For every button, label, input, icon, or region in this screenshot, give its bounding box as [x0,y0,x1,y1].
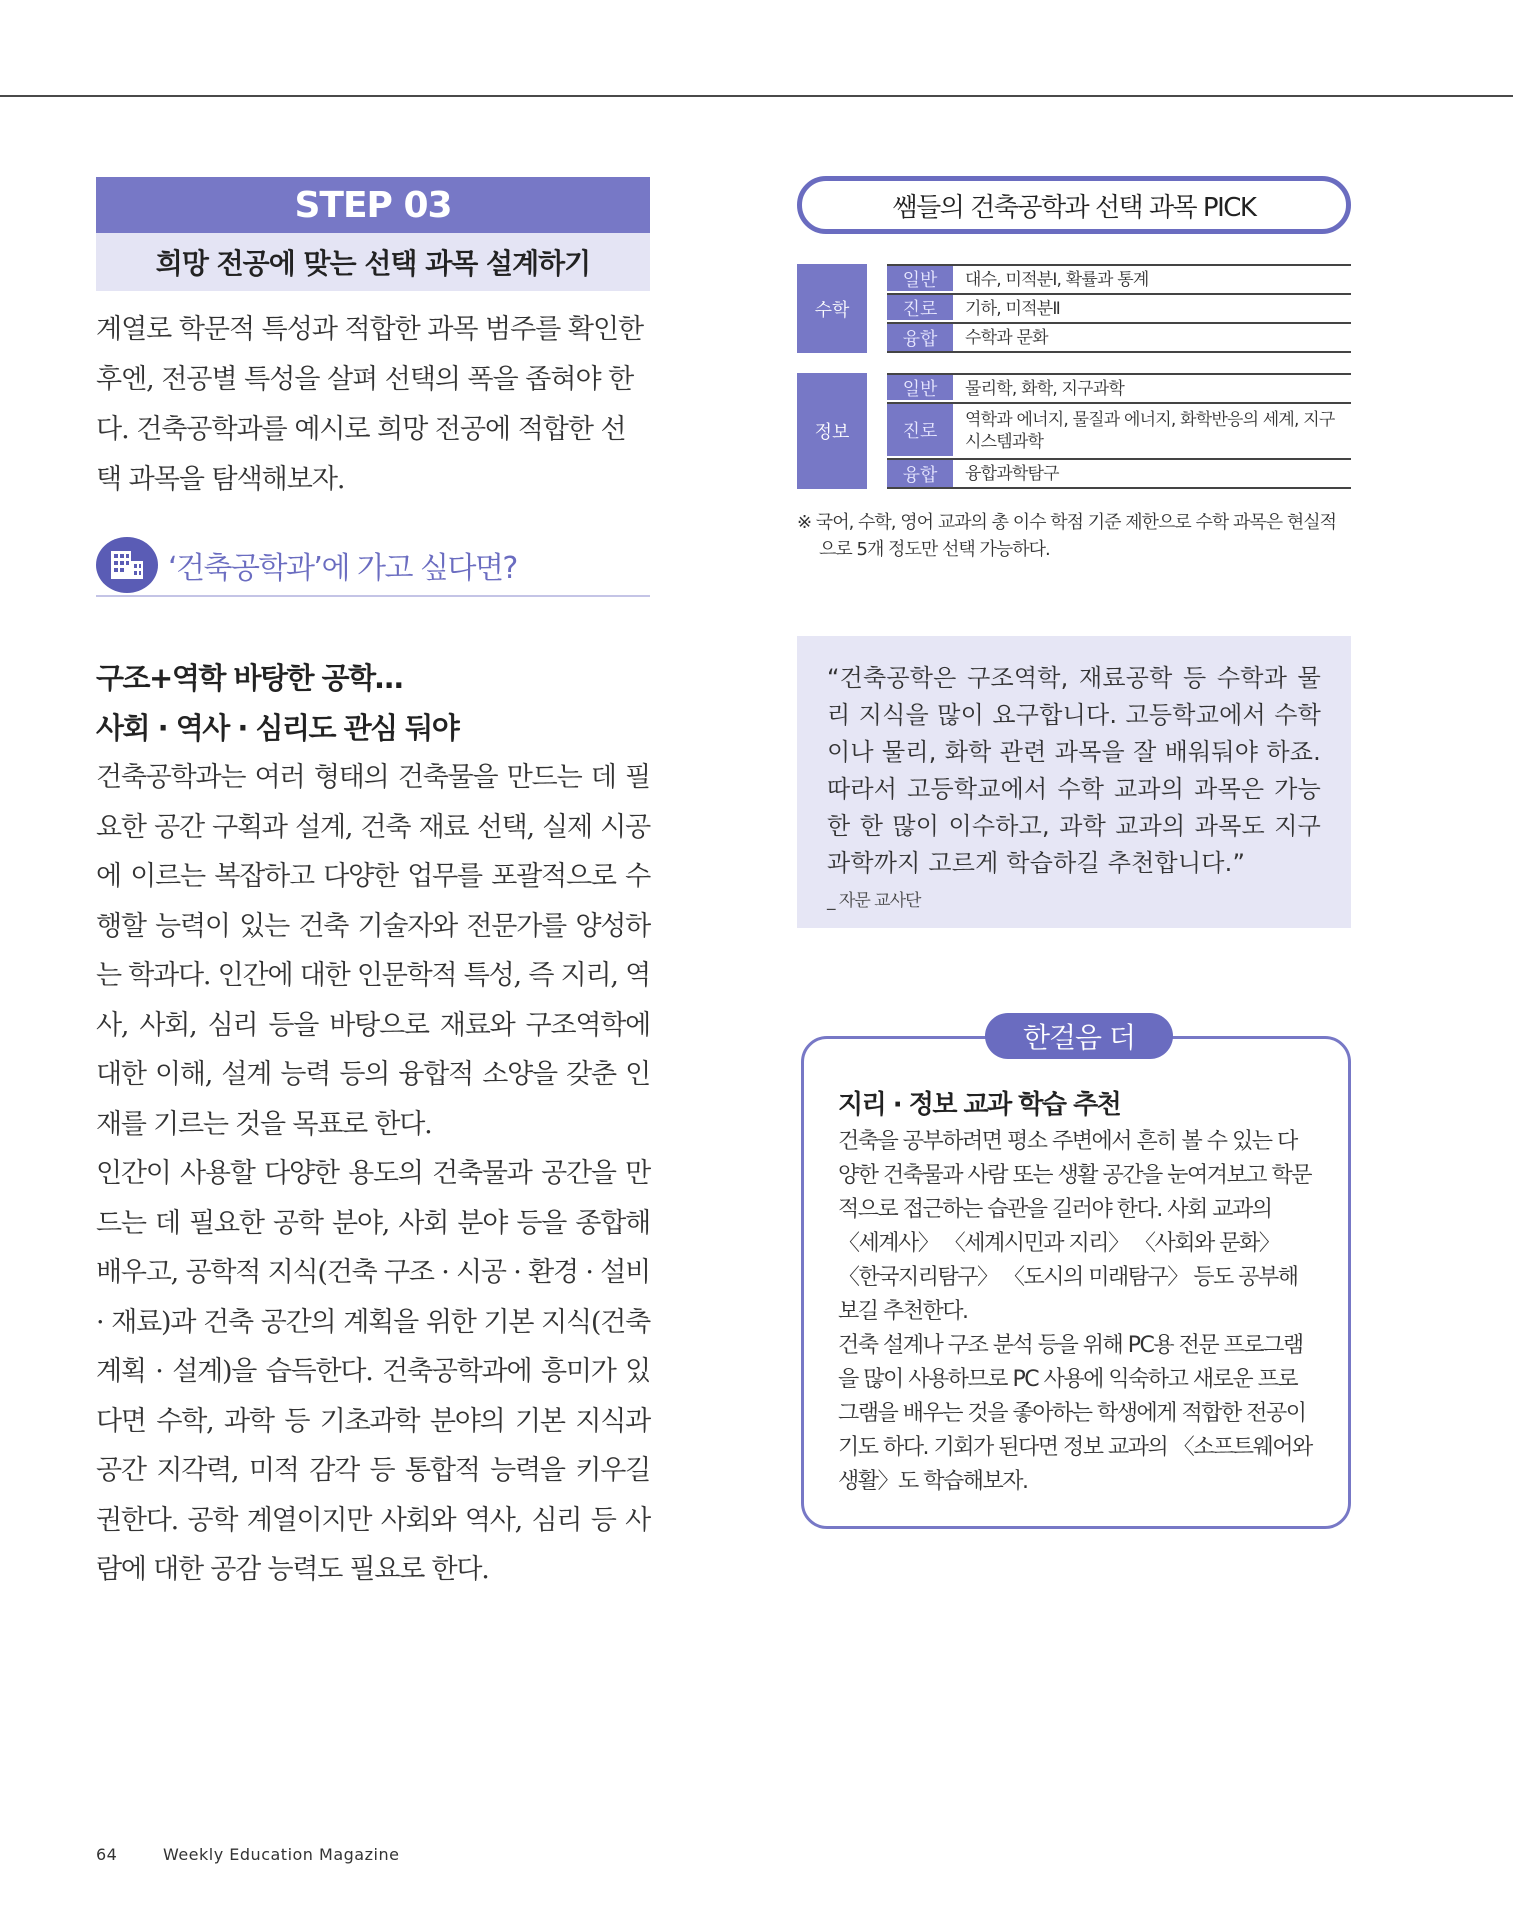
subject-name: 수학 [797,264,867,353]
section-title-line2: 사회 · 역사 · 심리도 관심 둬야 [96,711,459,745]
major-title: ‘건축공학과’에 가고 싶다면? [168,551,517,586]
top-rule [0,95,1513,97]
section-title-line1: 구조+역학 바탕한 공학… [96,661,403,695]
more-box [801,1021,1351,1529]
course-list: 수학과 문화 [965,327,1048,348]
course-kind: 융합 [887,460,953,487]
more-text [838,1125,1314,1499]
body-paragraph-1: 건축공학과는 여러 형태의 건축물을 만드는 데 필요한 공간 구획과 설계, 건축 재료 선택, 실제 시공에 이르는 복잡하고 다양한 업무를 포괄적으로 수행할 능력이 있는 건축 기술자와 전문가를 양성하는 학과다. 인간에 대한 인문학적 특성, 즉 지리, 역사, 사회, 심리 등을 바탕으로 재료와 구조역학에 대한 이해, 설계 능력 등의 융합적 소양을 갖춘 인재를 기르는 것을 목표로 한다. [96,762,650,1140]
page-number: 64 [96,1845,118,1864]
subject-row [887,404,1351,460]
magazine-name: Weekly Education Magazine [162,1845,400,1864]
more-paragraph-2: 건축 설계나 구조 분석 등을 위해 PC용 전문 프로그램을 많이 사용하므로 PC 사용에 익숙하고 새로운 프로그램을 배우는 것을 좋아하는 학생에게 적합한 전공이기도 하다. 기회가 된다면 정보 교과의 〈소프트웨어와 생활〉도 학습해보자. [838,1333,1312,1494]
quote-box [797,636,1351,928]
course-kind: 진로 [887,404,953,458]
pick-note: ※ 국어, 수학, 영어 교과의 총 이수 학점 기준 제한으로 수학 과목은 현실적으로 5개 정도만 선택 가능하다. [797,512,1337,560]
course-list: 물리학, 화학, 지구과학 [965,378,1125,399]
quote-source: _ 자문 교사단 [827,891,921,911]
body-text [96,753,650,1595]
course-kind: 융합 [887,324,953,351]
course-kind: 일반 [887,266,953,293]
subject-row [887,266,1351,295]
intro-paragraph: 계열로 학문적 특성과 적합한 과목 범주를 확인한 후엔, 전공별 특성을 살펴 선택의 폭을 좁혀야 한다. 건축공학과를 예시로 희망 전공에 적합한 선택 과목을 탐색해보자. [96,314,644,495]
left-column [96,177,650,1595]
subject-block-info [797,373,1351,489]
more-title: 지리 · 정보 교과 학습 추천 [838,1090,1121,1120]
quote-text: “건축공학은 구조역학, 재료공학 등 수학과 물리 지식을 많이 요구합니다. 고등학교에서 수학이나 물리, 화학 관련 과목을 잘 배워둬야 하죠. 따라서 고등학교에서 수학 교과의 과목은 가능한 한 많이 이수하고, 과학 교과의 과목도 지구과학까지 고르게 학습하길 추천합니다.” [827,664,1321,877]
more-tag: 한걸음 더 [985,1013,1173,1059]
subject-row [887,460,1351,489]
step-subtitle: 희망 전공에 맞는 선택 과목 설계하기 [96,233,650,291]
more-paragraph-1: 건축을 공부하려면 평소 주변에서 흔히 볼 수 있는 다양한 건축물과 사람 또는 생활 공간을 눈여겨보고 학문적으로 접근하는 습관을 길러야 한다. 사회 교과의 〈세계사〉 〈세계시민과 지리〉 〈사회와 문화〉 〈한국지리탐구〉 〈도시의 미래탐구〉 등도 공부해보길 추천한다. [838,1129,1311,1324]
body-paragraph-2: 인간이 사용할 다양한 용도의 건축물과 공간을 만드는 데 필요한 공학 분야, 사회 분야 등을 종합해 배우고, 공학적 지식(건축 구조 · 시공 · 환경 · 설비 · 재료)과 건축 공간의 계획을 위한 기본 지식(건축 계획 · 설계)을 습득한다. 건축공학과에 흥미가 있다면 수학, 과학 등 기초과학 분야의 기본 지식과 공간 지각력, 미적 감각 등 통합적 능력을 키우길 권한다. 공학 계열이지만 사회와 역사, 심리 등 사람에 대한 공감 능력도 필요로 한다. [96,1158,650,1585]
course-kind: 일반 [887,375,953,402]
right-column [797,176,1351,563]
subject-rows [887,264,1351,353]
subject-rows [887,373,1351,489]
subject-row [887,375,1351,404]
subject-name: 정보 [797,373,867,489]
footer [96,1845,399,1864]
course-list: 역학과 에너지, 물질과 에너지, 화학반응의 세계, 지구시스템과학 [965,410,1335,452]
subject-row [887,295,1351,324]
course-kind: 진로 [887,295,953,322]
building-icon [96,537,158,593]
step-label: STEP 03 [96,177,650,233]
course-list: 대수, 미적분Ⅰ, 확률과 통계 [965,269,1149,290]
subject-row [887,324,1351,353]
pick-title: 쌤들의 건축공학과 선택 과목 PICK [797,176,1351,234]
major-heading [96,535,650,597]
course-list: 융합과학탐구 [965,463,1059,484]
section-title [96,653,650,753]
subject-block-math [797,264,1351,353]
subject-table [797,264,1351,489]
course-list: 기하, 미적분Ⅱ [965,298,1060,319]
